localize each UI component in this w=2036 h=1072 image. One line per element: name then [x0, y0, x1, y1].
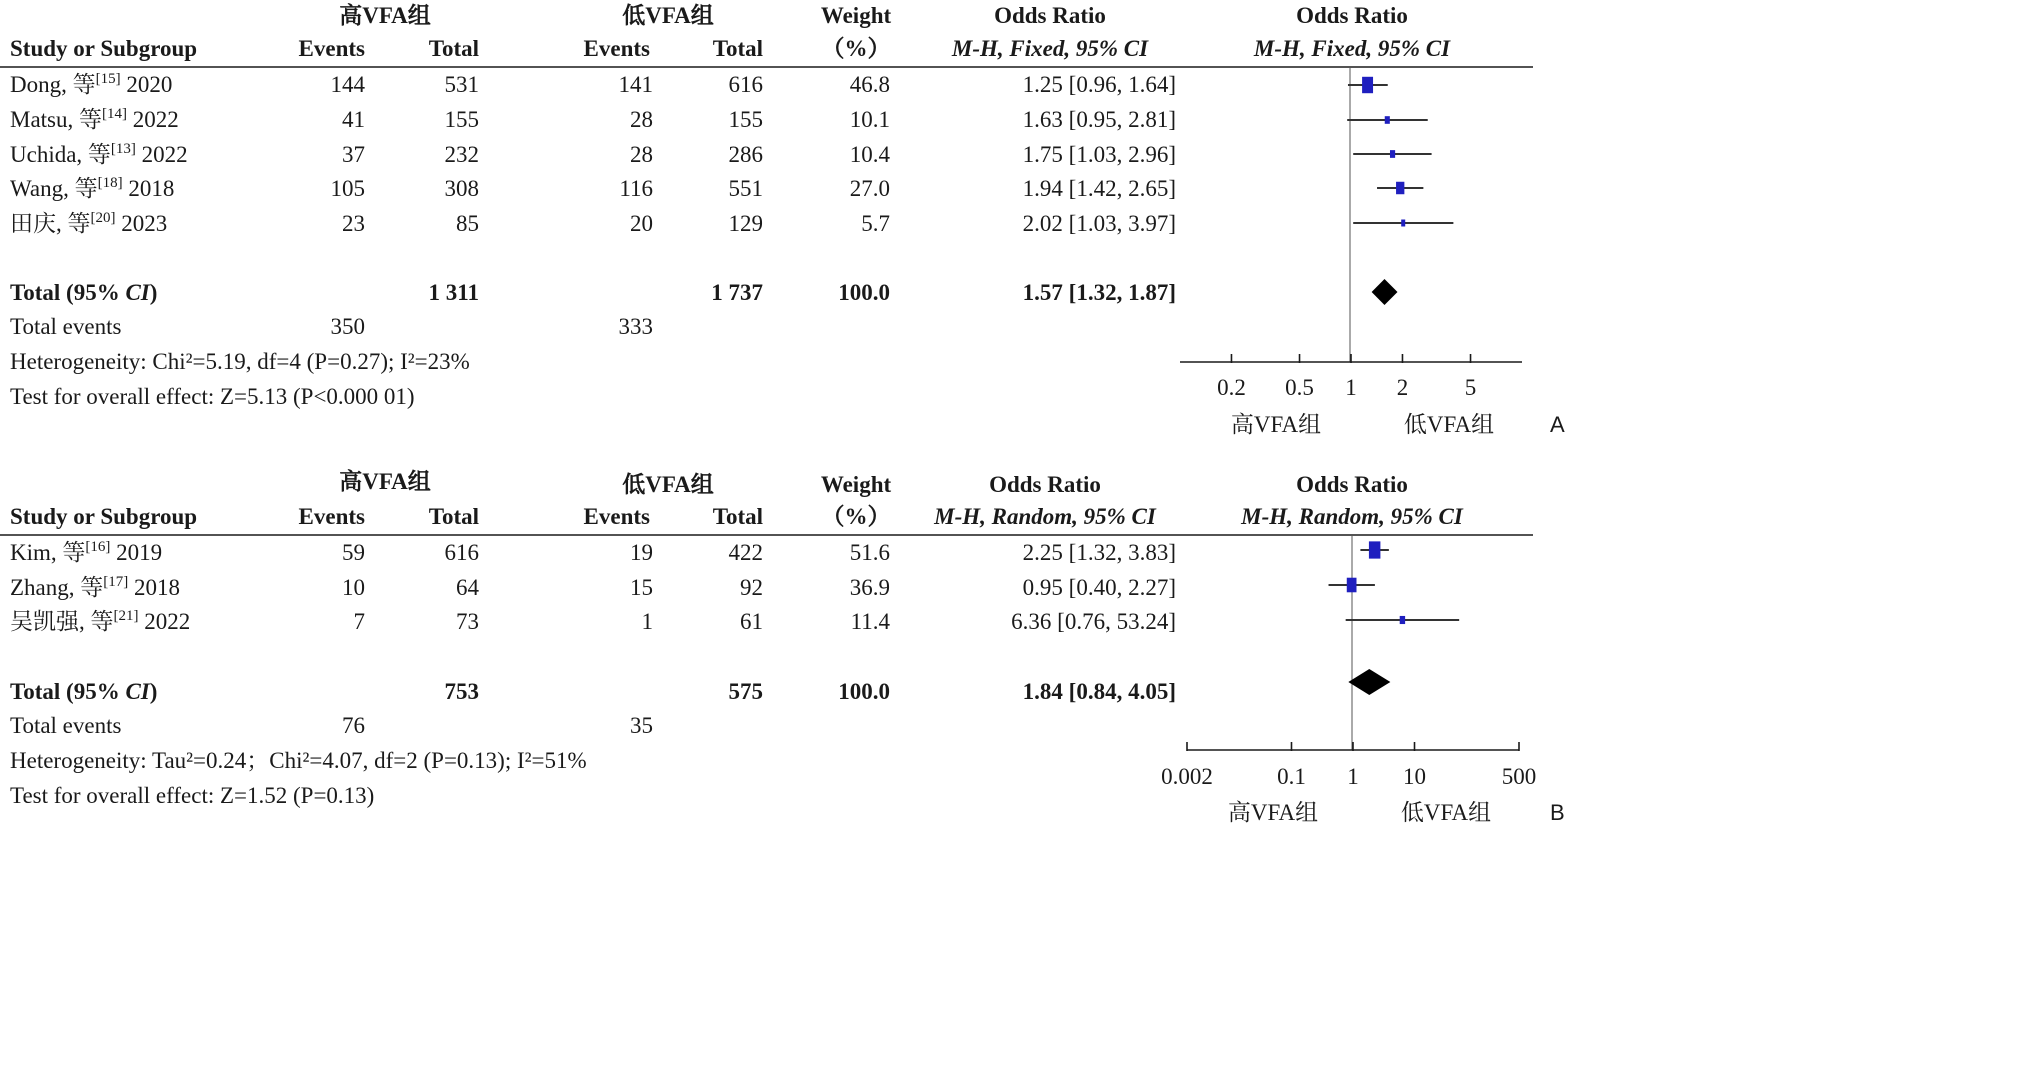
axis-ticks-a: [1217, 354, 1476, 400]
total-low: 551: [728, 176, 763, 201]
pooled-ci-text: 1.57 [1.32, 1.87]: [1022, 280, 1176, 305]
axis-tick-label-b-5: 500: [1501, 764, 1537, 789]
study-row-a-3: [10, 141, 1176, 167]
odds-ratio-plot-header-b: Odds Ratio: [1296, 472, 1408, 497]
pooled-diamond-a: [1372, 279, 1398, 305]
weight: 5.7: [861, 211, 890, 236]
events-high: 37: [342, 142, 365, 167]
odds-ratio-header-a: Odds Ratio: [994, 3, 1106, 28]
total-low: 61: [740, 609, 763, 634]
study-marker-a-3: [1390, 150, 1395, 158]
total-low-header-b: Total: [712, 504, 763, 529]
weight: 10.1: [849, 107, 890, 132]
study-name: Kim, 等[16] 2019: [10, 539, 163, 565]
or-ci-text: 1.75 [1.03, 2.96]: [1022, 142, 1176, 167]
events-high: 350: [330, 314, 365, 339]
axis-tick-label-a-1: 0.2: [1217, 375, 1246, 400]
heterogeneity-text-b: Heterogeneity: Tau²=0.24；Chi²=4.07, df=2 (P=0.13); I²=51%: [10, 748, 587, 773]
study-marker-a-5: [1401, 220, 1405, 227]
axis-tick-label-b-4: 10: [1403, 764, 1427, 789]
or-ci-text: 2.25 [1.32, 3.83]: [1022, 540, 1176, 565]
total-low: 575: [728, 679, 763, 704]
events-label: Total events: [10, 713, 122, 738]
method-plot-header-a: M-H, Fixed, 95% CI: [1253, 36, 1451, 61]
study-marker-a-4: [1396, 182, 1404, 194]
overall-effect-text-a: Test for overall effect: Z=5.13 (P<0.000 01): [10, 384, 415, 409]
weight: 27.0: [849, 176, 890, 201]
favours-low-label-a: 低VFA组: [1403, 412, 1495, 437]
events-low: 333: [618, 314, 653, 339]
total-weight: 100.0: [838, 679, 890, 704]
total-low: 1 737: [711, 280, 763, 305]
or-ci-text: 1.94 [1.42, 2.65]: [1022, 176, 1176, 201]
total-label: Total (95% CI): [10, 280, 158, 305]
events-low: 19: [630, 540, 653, 565]
study-row-a-2: [10, 106, 1176, 132]
total-high: 1 311: [428, 280, 479, 305]
panel-b: [0, 468, 1565, 825]
favours-low-label-b: 低VFA组: [1400, 800, 1492, 825]
pooled-diamond-b: [1348, 669, 1390, 695]
events-low: 35: [630, 713, 653, 738]
study-name: Uchida, 等[13] 2022: [10, 141, 188, 167]
odds-ratio-plot-header-a: Odds Ratio: [1296, 3, 1408, 28]
total-high: 155: [444, 107, 479, 132]
events-row-b: [10, 713, 653, 738]
total-high: 64: [456, 575, 479, 600]
total-high-header-a: Total: [428, 36, 479, 61]
total-low: 155: [728, 107, 763, 132]
events-low: 20: [630, 211, 653, 236]
or-ci-text: 2.02 [1.03, 3.97]: [1022, 211, 1176, 236]
total-low: 286: [728, 142, 763, 167]
odds-ratio-header-b: Odds Ratio: [989, 472, 1101, 497]
forest-marks-b: [1329, 541, 1460, 695]
panel-label-b: B: [1550, 800, 1565, 825]
axis-tick-label-a-3: 1: [1345, 375, 1357, 400]
or-ci-text: 6.36 [0.76, 53.24]: [1011, 609, 1176, 634]
group-high-header-b: 高VFA组: [339, 469, 431, 494]
events-high: 144: [330, 72, 365, 97]
axis-tick-label-a-2: 0.5: [1285, 375, 1314, 400]
group-low-header-a: 低VFA组: [622, 3, 714, 28]
or-ci-text: 1.63 [0.95, 2.81]: [1022, 107, 1176, 132]
axis-tick-label-a-4: 2: [1396, 375, 1409, 400]
total-high: 308: [444, 176, 479, 201]
axis-ticks-b: [1161, 742, 1536, 789]
total-label: Total (95% CI): [10, 679, 158, 704]
study-name: 田庆, 等[20] 2023: [10, 210, 168, 236]
study-column-header-a: Study or Subgroup: [10, 36, 198, 61]
study-marker-b-1: [1369, 541, 1380, 558]
or-ci-text: 1.25 [0.96, 1.64]: [1022, 72, 1176, 97]
or-ci-text: 0.95 [0.40, 2.27]: [1022, 575, 1176, 600]
study-marker-b-2: [1347, 578, 1357, 593]
total-high-header-b: Total: [428, 504, 479, 529]
events-high: 7: [353, 609, 365, 634]
events-high: 41: [342, 107, 365, 132]
events-high: 59: [342, 540, 365, 565]
events-high-header-a: Events: [298, 36, 365, 61]
weight-unit-header-a: （%）: [821, 36, 891, 61]
total-high: 85: [456, 211, 479, 236]
weight-header-b: Weight: [820, 472, 892, 497]
weight: 10.4: [849, 142, 890, 167]
axis-tick-label-b-2: 0.1: [1277, 764, 1306, 789]
weight: 51.6: [849, 540, 890, 565]
study-row-b-2: [10, 574, 1176, 600]
weight-unit-header-b: （%）: [821, 504, 891, 529]
study-row-b-3: [10, 608, 1176, 634]
study-row-a-1: [10, 71, 1176, 97]
events-high-header-b: Events: [298, 504, 365, 529]
method-header-b: M-H, Random, 95% CI: [934, 504, 1156, 529]
events-high: 105: [330, 176, 365, 201]
total-high: 616: [444, 540, 479, 565]
total-high: 753: [444, 679, 479, 704]
study-name: Matsu, 等[14] 2022: [10, 106, 179, 132]
axis-tick-label-a-5: 5: [1464, 375, 1477, 400]
weight: 46.8: [849, 72, 890, 97]
total-high: 531: [444, 72, 479, 97]
events-low-header-b: Events: [583, 504, 650, 529]
events-label: Total events: [10, 314, 122, 339]
study-name: Dong, 等[15] 2020: [10, 71, 173, 97]
axis-tick-label-b-1: 0.002: [1161, 764, 1213, 789]
total-high: 232: [444, 142, 479, 167]
axis-tick-label-b-3: 1: [1347, 764, 1359, 789]
study-name: Zhang, 等[17] 2018: [10, 574, 181, 600]
panel-label-a: A: [1550, 412, 1565, 437]
events-high: 23: [342, 211, 365, 236]
group-high-header-a: 高VFA组: [339, 3, 431, 28]
events-low: 28: [630, 142, 653, 167]
study-row-a-4: [10, 175, 1176, 201]
weight: 36.9: [849, 575, 890, 600]
total-low: 92: [740, 575, 763, 600]
study-name: 吴凯强, 等[21] 2022: [10, 608, 191, 634]
study-marker-a-2: [1385, 116, 1390, 124]
study-column-header-b: Study or Subgroup: [10, 504, 198, 529]
weight: 11.4: [850, 609, 890, 634]
total-low: 129: [728, 211, 763, 236]
events-high: 76: [342, 713, 365, 738]
events-row-a: [10, 314, 653, 339]
favours-high-label-a: 高VFA组: [1230, 412, 1322, 437]
pooled-ci-text: 1.84 [0.84, 4.05]: [1022, 679, 1176, 704]
forest-marks-a: [1347, 77, 1453, 305]
events-low: 15: [630, 575, 653, 600]
events-low: 1: [641, 609, 653, 634]
panel-a: [0, 2, 1565, 437]
events-low: 141: [618, 72, 653, 97]
total-row-a: [10, 280, 1176, 305]
study-row-a-5: [10, 210, 1176, 236]
total-high: 73: [456, 609, 479, 634]
events-high: 10: [342, 575, 365, 600]
study-marker-b-3: [1400, 616, 1405, 624]
total-weight: 100.0: [838, 280, 890, 305]
total-low-header-a: Total: [712, 36, 763, 61]
study-marker-a-1: [1362, 77, 1373, 93]
overall-effect-text-b: Test for overall effect: Z=1.52 (P=0.13): [10, 783, 375, 808]
group-low-header-b: 低VFA组: [622, 472, 714, 497]
study-row-b-1: [10, 539, 1176, 565]
favours-high-label-b: 高VFA组: [1227, 800, 1319, 825]
total-low: 616: [728, 72, 763, 97]
method-header-a: M-H, Fixed, 95% CI: [951, 36, 1149, 61]
events-low: 28: [630, 107, 653, 132]
study-name: Wang, 等[18] 2018: [10, 175, 175, 201]
events-low: 116: [619, 176, 653, 201]
heterogeneity-text-a: Heterogeneity: Chi²=5.19, df=4 (P=0.27); I²=23%: [10, 349, 470, 374]
weight-header-a: Weight: [820, 3, 892, 28]
total-low: 422: [728, 540, 763, 565]
total-row-b: [10, 679, 1176, 704]
method-plot-header-b: M-H, Random, 95% CI: [1241, 504, 1463, 529]
events-low-header-a: Events: [583, 36, 650, 61]
